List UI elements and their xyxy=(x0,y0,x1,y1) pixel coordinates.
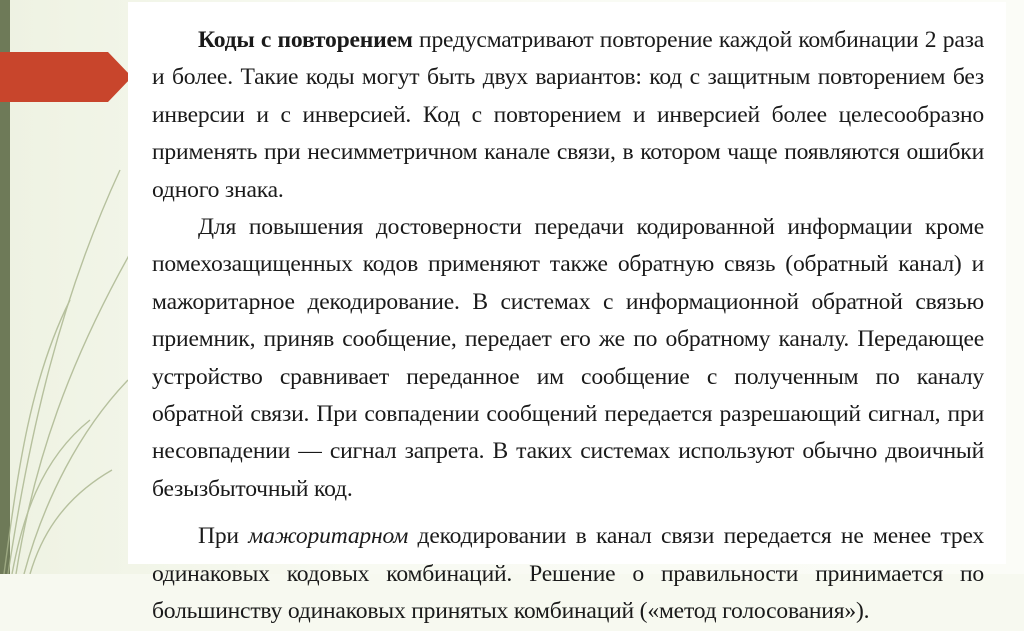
paragraph-majority-decoding xyxy=(152,518,984,630)
scanned-text-block xyxy=(128,2,1006,625)
paragraph3-body: декодировании в канал связи передается не менее трех одинаковых кодовых комбинаций. Решение о правильности принимается по большинству одинаковых принятых комбинаций («метод голосования»). xyxy=(152,523,984,625)
paragraph1-body: предусматривают повторение каждой комбинации 2 раза и более. Такие коды могут быть двух вариантов: код с защитным повторением без инверсии и с инверсией. Код с повторением и инверсией более целесообразно применять при несимметричном канале связи, в котором чаще появляются ошибки одного знака. xyxy=(152,27,984,203)
red-arrow-tab xyxy=(0,52,132,102)
term-repetition-codes: Коды с повторением xyxy=(198,27,413,53)
paragraph-feedback xyxy=(152,209,984,508)
paragraph-repetition-codes xyxy=(152,22,984,209)
paragraph3-lead: При xyxy=(198,523,249,550)
paragraph2-body: Для повышения достоверности передачи кодированной информации кроме помехозащищенных кодов применяют также обратную связь (обратный канал) и мажоритарное декодирование. В системах с информационной обратной связью приемник, приняв сообщение, передает его же по обратному каналу. Передающее устройство сравнивает переданное им сообщение с полученным по каналу обратной связи. При совпадении сообщений передается разрешающий сигнал, при несовпадении — сигнал запрета. В таких системах используют обычно двоичный безызбыточный код. xyxy=(152,214,984,502)
term-majority: мажоритарном xyxy=(248,523,409,550)
